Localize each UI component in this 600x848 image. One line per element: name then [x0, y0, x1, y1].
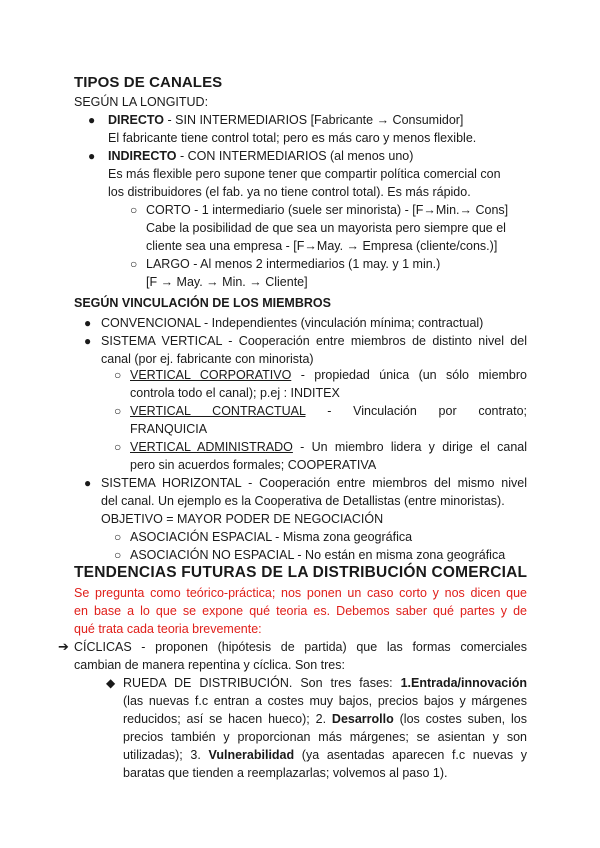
indirecto-rest: - CON INTERMEDIARIOS (al menos uno) [176, 149, 414, 163]
indirecto-desc-1: Es más flexible pero supone tener que compartir política comercial con [108, 167, 501, 181]
vertical-contractual-line-1 [130, 402, 527, 420]
sistema-vertical-line-1: SISTEMA VERTICAL - Cooperación entre miembros de distinto nivel del [101, 334, 527, 348]
diamond-bullet-icon: ◆ [106, 676, 116, 690]
bullet-disc: ● [88, 113, 96, 127]
directo-rest: - SIN INTERMEDIARIOS [Fabricante → Consumidor] [164, 113, 464, 127]
corto-line-2: Cabe la posibilidad de que sea un mayorista pero siempre que el [146, 221, 506, 235]
ciclicas-line-1: CÍCLICAS - proponen (hipótesis de partida) que las formas comerciales [74, 640, 527, 654]
bullet-circle: ○ [114, 530, 122, 544]
bullet-circle: ○ [130, 203, 138, 217]
corto-line-3: cliente sea una empresa - [F→May. → Empresa (cliente/cons.)] [146, 239, 498, 253]
sistema-vertical-line-2: canal (por ej. fabricante con minorista) [101, 352, 314, 366]
indirecto-desc-2: los distribuidores (el fab. ya no tiene control total). Es más rápido. [108, 185, 471, 199]
rueda-l3c: (los costes suben, los [393, 712, 528, 726]
bullet-circle: ○ [114, 440, 122, 454]
bullet-disc: ● [84, 316, 92, 330]
rueda-fase-1: 1.Entrada/innovación [400, 676, 527, 690]
nota-roja-line-3: qué trata cada teoria brevemente: [74, 622, 262, 636]
bullet-circle: ○ [130, 257, 138, 271]
rueda-fase-3: Vulnerabilidad [208, 748, 295, 762]
sistema-horizontal-line-2: del canal. Un ejemplo es la Cooperativa de Detallistas (entre minoristas). [101, 494, 505, 508]
rueda-line-4: precios también y proporcionan más márgenes; se asientan y son [123, 730, 527, 744]
directo-desc: El fabricante tiene control total; pero es más caro y menos flexible. [108, 131, 477, 145]
vertical-contractual-line-2: FRANQUICIA [130, 422, 208, 436]
heading-segun-vinculacion: SEGÚN VINCULACIÓN DE LOS MIEMBROS [74, 296, 331, 310]
largo-line-1: LARGO - Al menos 2 intermediarios (1 may. y 1 min.) [146, 257, 441, 271]
rueda-l3a: reducidos; así se hacen hueco); 2. [123, 712, 332, 726]
rueda-fase-2: Desarrollo [331, 712, 394, 726]
arrow-bullet-icon: ➔ [58, 639, 69, 654]
indirecto-term: INDIRECTO [108, 149, 177, 163]
vertical-contractual-term: VERTICAL CONTRACTUAL [130, 404, 306, 418]
vertical-corporativo-line-2: controla todo el canal); p.ej : INDITEX [130, 386, 340, 400]
directo-term: DIRECTO [108, 113, 165, 127]
indirecto-line [108, 147, 413, 165]
rueda-line-1 [123, 674, 527, 692]
rueda-line-3 [123, 710, 527, 728]
ciclicas-line-2: cambian de manera repentina y cíclica. Son tres: [74, 658, 345, 672]
sistema-horizontal-line-1: SISTEMA HORIZONTAL - Cooperación entre miembros del mismo nivel [101, 476, 527, 490]
rueda-line-5 [123, 746, 527, 764]
convencional-line: CONVENCIONAL - Independientes (vinculación mínima; contractual) [101, 316, 484, 330]
vertical-administrado-line-2: pero sin acuerdos formales; COOPERATIVA [130, 458, 377, 472]
bullet-circle: ○ [114, 548, 122, 562]
vertical-contractual-rest: - Vinculación por contrato; [305, 404, 527, 418]
vertical-administrado-rest: - Un miembro lidera y dirige el canal [292, 440, 527, 454]
sistema-horizontal-line-3: OBJETIVO = MAYOR PODER DE NEGOCIACIÓN [101, 512, 384, 526]
subheading-segun-longitud: SEGÚN LA LONGITUD: [74, 95, 209, 109]
vertical-corporativo-line-1 [130, 366, 527, 384]
largo-line-2: [F → May. → Min. → Cliente] [146, 275, 308, 289]
asociacion-no-espacial-line: ASOCIACIÓN NO ESPACIAL - No están en misma zona geográfica [130, 548, 506, 562]
rueda-l5c: (ya asentadas aparecen f.c nuevas y [294, 748, 527, 762]
nota-roja-line-1: Se pregunta como teórico-práctica; nos ponen un caso corto y nos dicen que [74, 586, 527, 600]
directo-line [108, 111, 463, 129]
rueda-line-6: baratas que tienden a reemplazarlas; volvemos al paso 1). [123, 766, 448, 780]
heading-tipos-de-canales: TIPOS DE CANALES [74, 74, 223, 91]
vertical-corporativo-term: VERTICAL CORPORATIVO [130, 368, 292, 382]
vertical-administrado-term: VERTICAL ADMINISTRADO [130, 440, 293, 454]
vertical-corporativo-rest: - propiedad única (un sólo miembro [291, 368, 527, 382]
nota-roja-line-2: en base a lo que se expone qué teoria es. Debemos saber qué partes y de [74, 604, 527, 618]
rueda-l5a: utilizadas); 3. [123, 748, 209, 762]
vertical-administrado-line-1 [130, 438, 527, 456]
heading-tendencias-futuras: TENDENCIAS FUTURAS DE LA DISTRIBUCIÓN COMERCIAL [74, 564, 528, 581]
rueda-line-2: (las nuevas f.c entran a costes muy bajos, precios bajos y márgenes [123, 694, 527, 708]
asociacion-espacial-line: ASOCIACIÓN ESPACIAL - Misma zona geográfica [130, 530, 413, 544]
bullet-disc: ● [88, 149, 96, 163]
bullet-circle: ○ [114, 368, 122, 382]
rueda-intro: RUEDA DE DISTRIBUCIÓN. Son tres fases: [123, 676, 401, 690]
bullet-disc: ● [84, 476, 92, 490]
bullet-circle: ○ [114, 404, 122, 418]
bullet-disc: ● [84, 334, 92, 348]
corto-line-1: CORTO - 1 intermediario (suele ser minorista) - [F→Min.→ Cons] [146, 203, 509, 217]
